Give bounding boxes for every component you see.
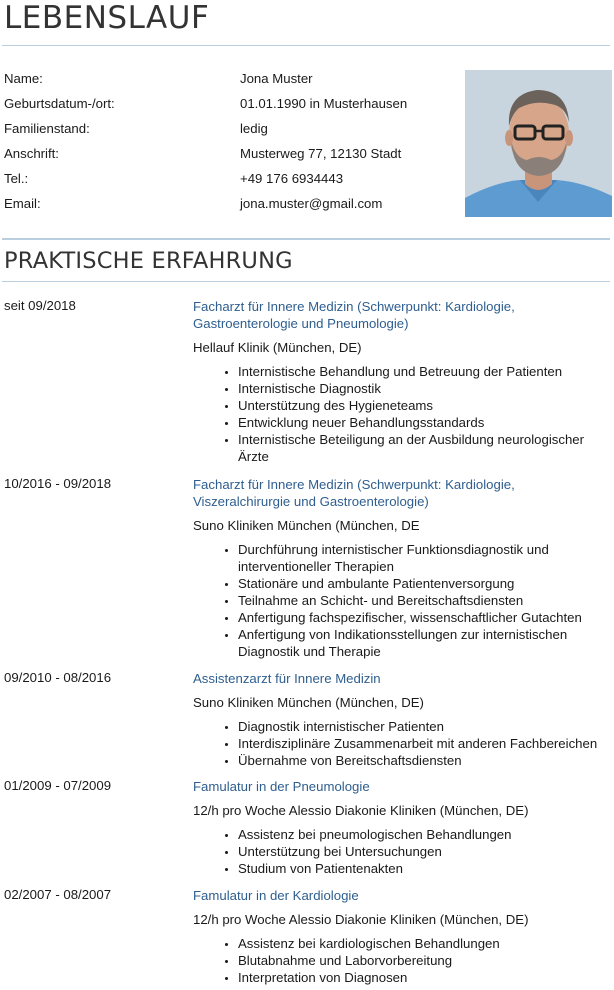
entry-date: 01/2009 - 07/2009 <box>4 778 112 793</box>
task-item: • Anfertigung fachspezifischer, wissenschaftlicher Gutachten <box>238 609 613 626</box>
entry-tasks <box>193 363 613 465</box>
personal-label: Name: <box>4 71 43 86</box>
task-item: • Assistenz bei kardiologischen Behandlungen <box>238 935 613 952</box>
entry-job-title: Assistenzarzt für Innere Medizin <box>193 671 381 686</box>
personal-label: Geburtsdatum-/ort: <box>4 96 115 111</box>
profile-photo <box>465 70 612 217</box>
entry-content <box>193 670 613 769</box>
task-item: • Interdisziplinäre Zusammenarbeit mit anderen Fachbereichen <box>238 735 613 752</box>
entry-organization: 12/h pro Woche Alessio Diakonie Kliniken (München, DE) <box>193 912 529 927</box>
task-item: • Studium von Patientenakten <box>238 860 613 877</box>
task-item: • Teilnahme an Schicht- und Bereitschaftsdiensten <box>238 592 613 609</box>
entry-tasks <box>193 935 613 986</box>
entry-organization: Hellauf Klinik (München, DE) <box>193 340 362 355</box>
portrait-illustration <box>465 70 612 217</box>
entry-job-title: Famulatur in der Kardiologie <box>193 888 359 903</box>
entry-job-title: Famulatur in der Pneumologie <box>193 779 370 794</box>
entry-tasks <box>193 541 613 660</box>
personal-value: jona.muster@gmail.com <box>240 196 383 211</box>
entry-content <box>193 476 613 660</box>
entry-date: seit 09/2018 <box>4 298 76 313</box>
entry-content <box>193 778 613 877</box>
personal-label: Familienstand: <box>4 121 90 136</box>
task-item: • Internistische Diagnostik <box>238 380 613 397</box>
entry-organization: 12/h pro Woche Alessio Diakonie Kliniken (München, DE) <box>193 803 529 818</box>
section-title-experience: PRAKTISCHE ERFAHRUNG <box>4 248 293 274</box>
task-item: • Anfertigung von Indikationsstellungen zur internistischen Diagnostik und Therapie <box>238 626 613 660</box>
personal-value: 01.01.1990 in Musterhausen <box>240 96 408 111</box>
task-item: • Stationäre und ambulante Patientenversorgung <box>238 575 613 592</box>
personal-value: +49 176 6934443 <box>240 171 344 186</box>
personal-label: Anschrift: <box>4 146 59 161</box>
entry-date: 02/2007 - 08/2007 <box>4 887 112 902</box>
task-item: • Durchführung internistischer Funktionsdiagnostik und interventioneller Therapien <box>238 541 613 575</box>
entry-organization: Suno Kliniken München (München, DE <box>193 518 420 533</box>
section-divider-bottom <box>2 281 610 282</box>
entry-job-title: Facharzt für Innere Medizin (Schwerpunkt: Kardiologie, Gastroenterologie und Pneumologie) <box>193 299 515 331</box>
entry-tasks <box>193 826 613 877</box>
task-item: • Diagnostik internistischer Patienten <box>238 718 613 735</box>
entry-organization: Suno Kliniken München (München, DE) <box>193 695 424 710</box>
task-item: • Unterstützung bei Untersuchungen <box>238 843 613 860</box>
personal-value: ledig <box>240 121 268 136</box>
page-title: LEBENSLAUF <box>4 0 210 36</box>
task-item: • Internistische Behandlung und Betreuung der Patienten <box>238 363 613 380</box>
entry-job-title: Facharzt für Innere Medizin (Schwerpunkt: Kardiologie, Viszeralchirurgie und Gastroenterologie) <box>193 477 515 509</box>
personal-value: Jona Muster <box>240 71 313 86</box>
personal-value: Musterweg 77, 12130 Stadt <box>240 146 402 161</box>
entry-tasks <box>193 718 613 769</box>
task-item: • Blutabnahme und Laborvorbereitung <box>238 952 613 969</box>
personal-label: Email: <box>4 196 41 211</box>
task-item: • Entwicklung neuer Behandlungsstandards <box>238 414 613 431</box>
task-item: • Unterstützung des Hygieneteams <box>238 397 613 414</box>
title-divider <box>2 45 610 46</box>
entry-date: 09/2010 - 08/2016 <box>4 670 112 685</box>
section-divider-top <box>2 238 610 240</box>
task-item: • Internistische Beteiligung an der Ausbildung neurologischer Ärzte <box>238 431 613 465</box>
task-item: • Assistenz bei pneumologischen Behandlungen <box>238 826 613 843</box>
personal-label: Tel.: <box>4 171 29 186</box>
entry-content <box>193 298 613 465</box>
entry-content <box>193 887 613 986</box>
entry-date: 10/2016 - 09/2018 <box>4 476 112 491</box>
task-item: • Interpretation von Diagnosen <box>238 969 613 986</box>
task-item: • Übernahme von Bereitschaftsdiensten <box>238 752 613 769</box>
